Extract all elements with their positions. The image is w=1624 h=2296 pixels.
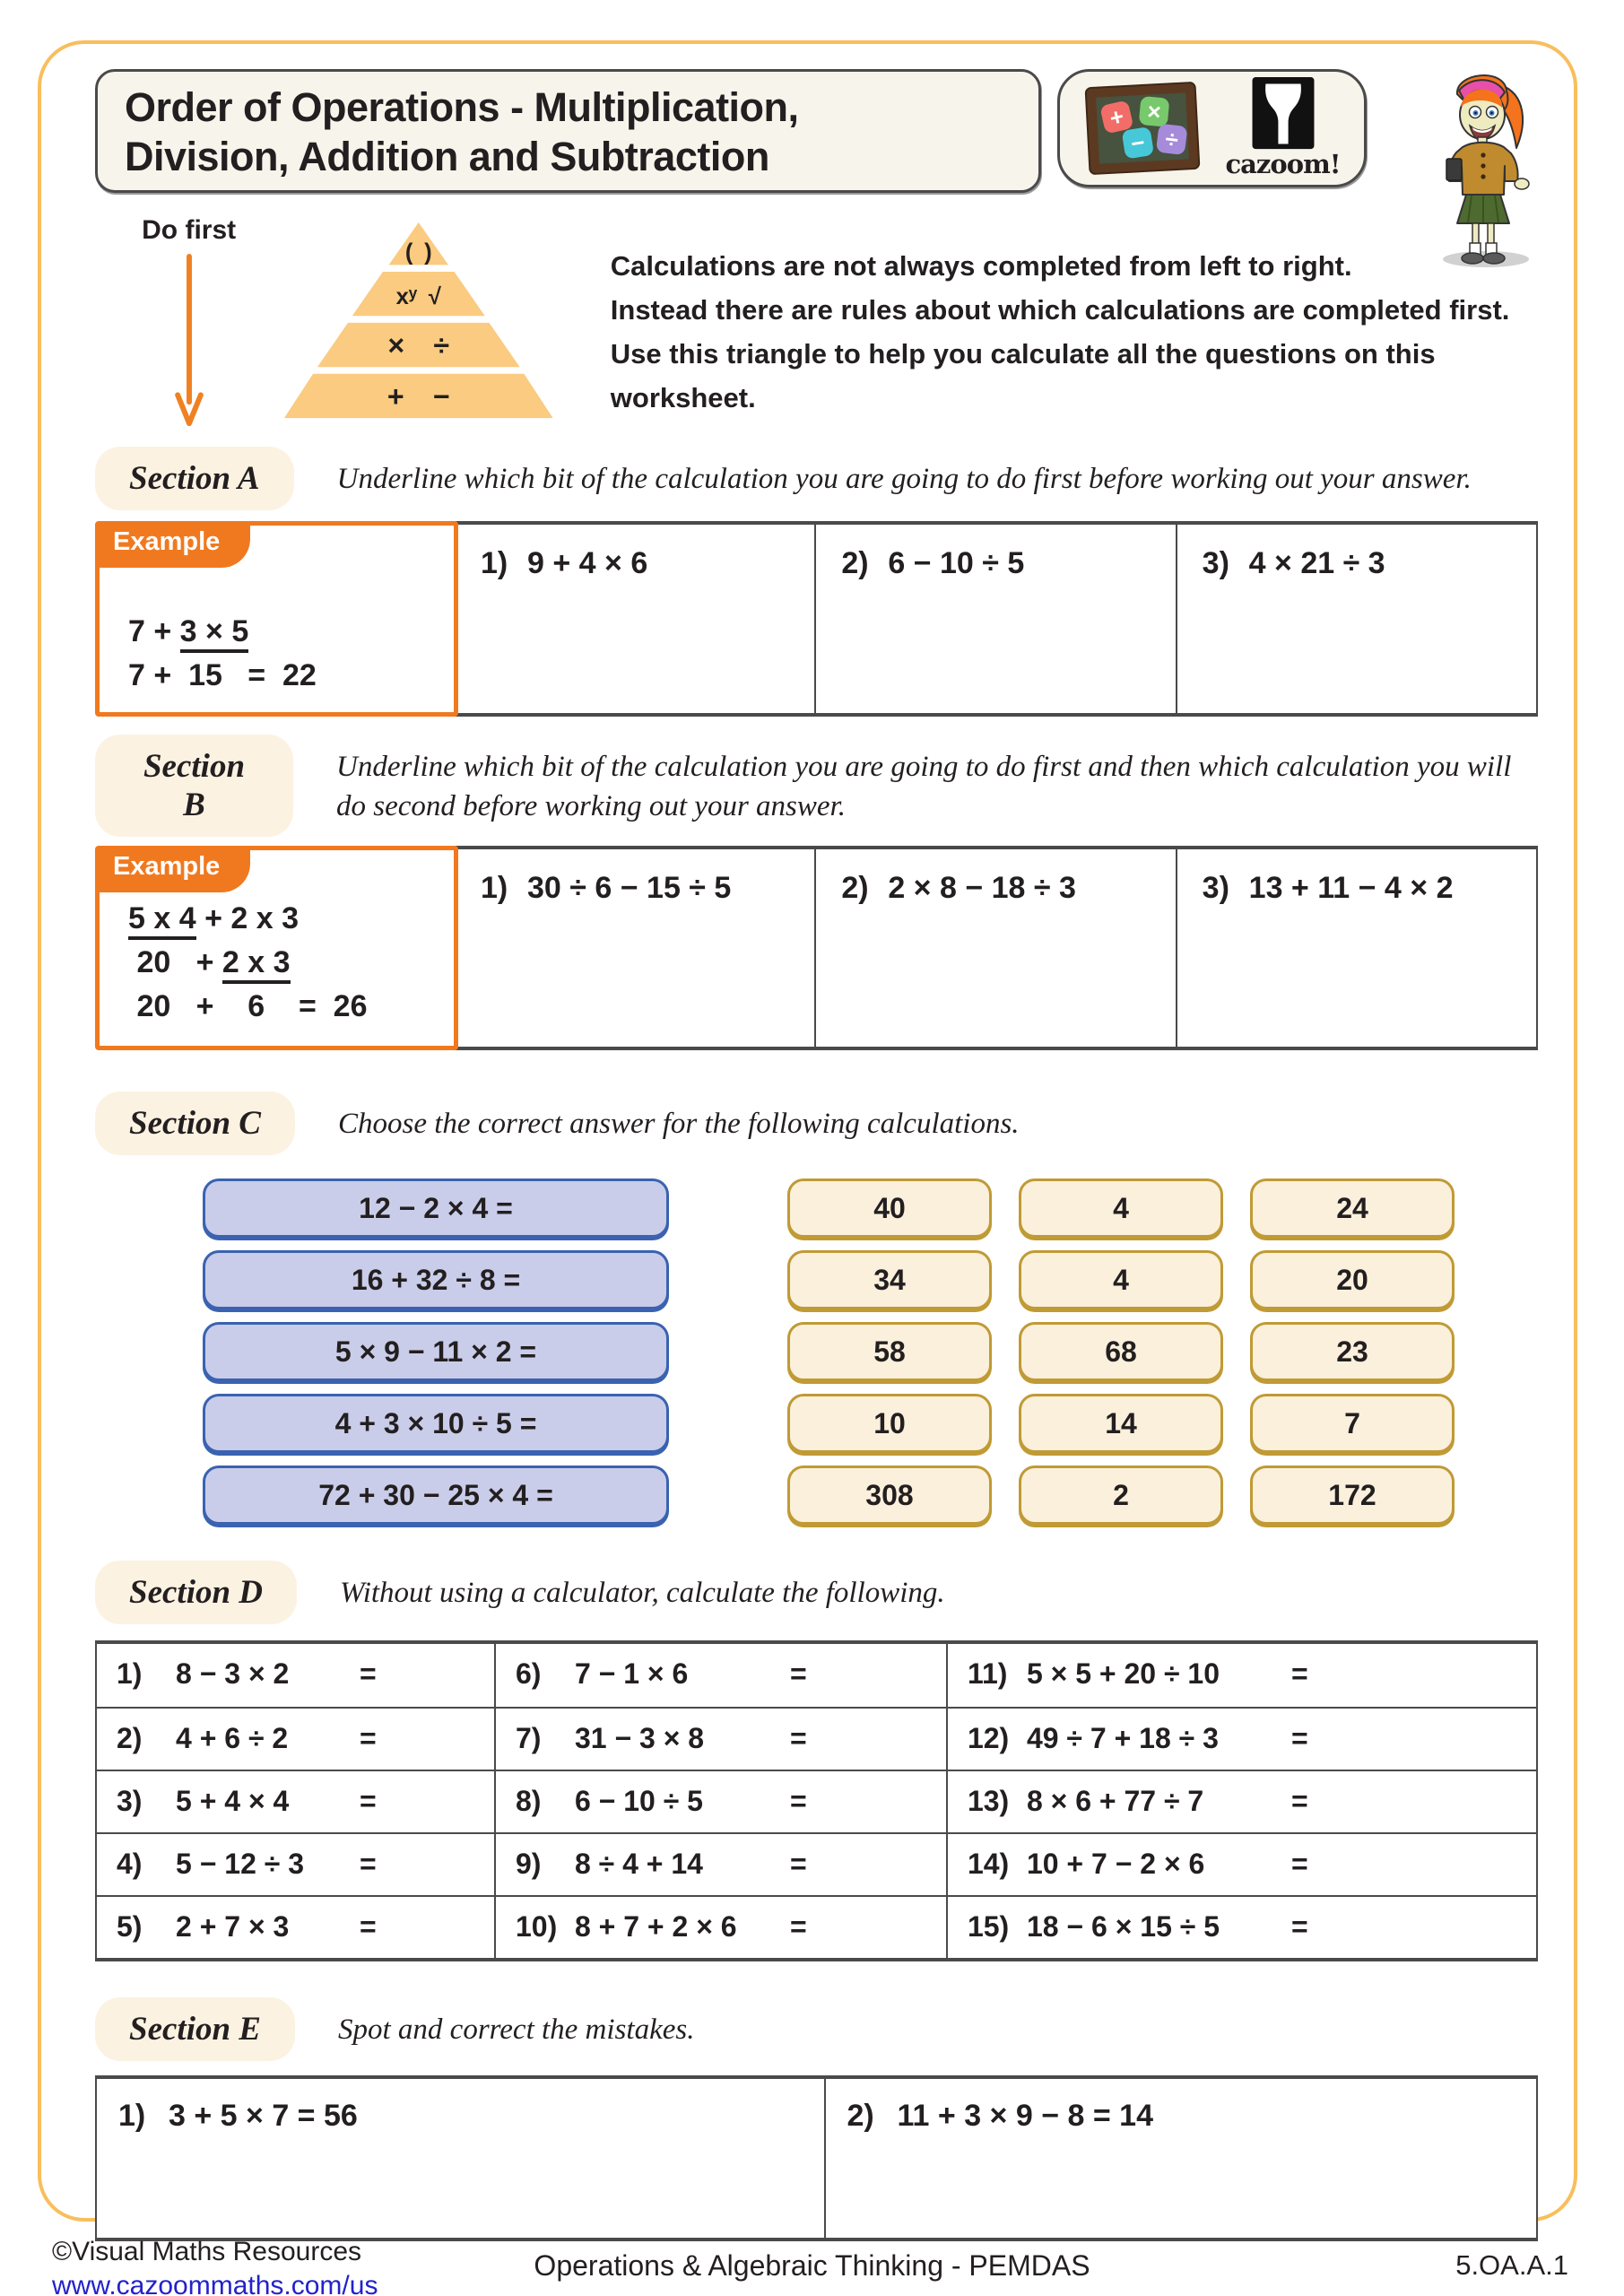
standard-code: 5.OA.A.1	[1455, 2249, 1568, 2281]
schoolgirl-illustration	[1416, 58, 1550, 269]
answer-option[interactable]: 58	[787, 1322, 992, 1381]
section-e-header	[95, 1997, 1538, 2061]
section-e-instruction: Spot and correct the mistakes.	[338, 2013, 695, 2046]
section-e-table	[95, 2075, 1538, 2241]
section-b-questions-table	[454, 846, 1538, 1050]
section-b-header	[95, 735, 1538, 837]
section-d-header	[95, 1561, 1538, 1624]
pyramid-level-powers-roots: xʸ √	[395, 284, 442, 310]
order-of-operations-key	[117, 215, 1538, 430]
answer-option[interactable]: 23	[1250, 1322, 1455, 1381]
answer-option[interactable]: 2	[1019, 1465, 1223, 1525]
answer-option[interactable]: 4	[1019, 1178, 1223, 1238]
section-b-body	[95, 846, 1538, 1050]
cazoom-logo-text: cazoom!	[1225, 149, 1341, 179]
cazoommaths-link[interactable]: www.cazoommaths.com/us	[52, 2271, 378, 2296]
section-a-body	[95, 521, 1538, 717]
calc-cell: 13) 8 × 6 + 77 ÷ 7 =	[946, 1771, 1536, 1832]
multiple-choice-row	[203, 1465, 1538, 1525]
section-a-instruction: Underline which bit of the calculation you are going to do first before working out your answer.	[336, 463, 1472, 495]
question-pill-c4: 4 + 3 × 10 ÷ 5 =	[203, 1394, 669, 1453]
calc-cell: 9) 8 ÷ 4 + 14 =	[494, 1834, 946, 1895]
answer-option[interactable]: 7	[1250, 1394, 1455, 1453]
section-e-label: Section E	[95, 1997, 295, 2061]
example-tab: Example	[95, 521, 250, 568]
table-row	[97, 1770, 1536, 1832]
calc-cell: 6) 7 − 1 × 6 =	[494, 1644, 946, 1707]
table-row	[97, 1707, 1536, 1770]
down-arrow-icon	[173, 253, 205, 430]
footer	[52, 2235, 1572, 2296]
example-line-2: 20 + 2 x 3	[128, 941, 454, 985]
pyramid-level-multiply-divide: × ÷	[387, 328, 450, 361]
section-d-table	[95, 1640, 1538, 1961]
question-cell-b2: 2) 2 × 8 − 18 ÷ 3	[814, 849, 1175, 1047]
cazoom-logo	[1225, 77, 1340, 179]
question-cell-b1: 1) 30 ÷ 6 − 15 ÷ 5	[481, 871, 732, 905]
answer-option[interactable]: 68	[1019, 1322, 1223, 1381]
question-cell-a1: 1) 9 + 4 × 6	[481, 546, 648, 580]
do-first-column	[117, 215, 261, 430]
multiple-choice-row	[203, 1178, 1538, 1238]
intro-line-3: Use this triangle to help you calculate all the questions on this worksheet.	[610, 338, 1436, 413]
header	[95, 69, 1538, 193]
multiple-choice-row	[203, 1250, 1538, 1309]
plus-tile-icon: +	[1107, 102, 1127, 132]
calc-cell: 8) 6 − 10 ÷ 5 =	[494, 1771, 946, 1832]
calc-cell: 1) 8 − 3 × 2 =	[117, 1657, 377, 1690]
multiple-choice-row	[203, 1322, 1538, 1381]
question-pill-c5: 72 + 30 − 25 × 4 =	[203, 1465, 669, 1525]
math-operations-chalkboard-icon	[1083, 76, 1202, 180]
calc-cell: 2) 4 + 6 ÷ 2 =	[117, 1722, 377, 1754]
answer-option[interactable]: 34	[787, 1250, 992, 1309]
pyramid-level-add-subtract: + −	[387, 379, 450, 413]
page-title-line1: Order of Operations - Multiplication,	[125, 84, 799, 130]
table-row	[97, 1644, 1536, 1707]
question-cell-a2: 2) 6 − 10 ÷ 5	[814, 525, 1175, 713]
section-a-questions-table	[454, 521, 1538, 717]
footer-copyright-block	[52, 2235, 378, 2296]
calc-cell: 7) 31 − 3 × 8 =	[494, 1709, 946, 1770]
calc-cell: 3) 5 + 4 × 4 =	[117, 1785, 377, 1817]
calc-cell: 4) 5 − 12 ÷ 3 =	[117, 1848, 377, 1880]
answer-option[interactable]: 308	[787, 1465, 992, 1525]
answer-option[interactable]: 10	[787, 1394, 992, 1453]
calc-cell: 12) 49 ÷ 7 + 18 ÷ 3 =	[946, 1709, 1536, 1770]
section-c-header	[95, 1091, 1538, 1155]
title-box	[95, 69, 1041, 193]
pyramid-level-brackets: ( )	[405, 239, 432, 265]
mistake-cell-1: 1) 3 + 5 × 7 = 56	[118, 2099, 358, 2133]
section-d-instruction: Without using a calculator, calculate the following.	[340, 1577, 945, 1609]
example-line-2: 7 + 15 = 22	[128, 658, 317, 692]
question-cell-b3: 3) 13 + 11 − 4 × 2	[1176, 849, 1536, 1047]
minus-tile-icon: −	[1129, 128, 1148, 158]
answer-option[interactable]: 4	[1019, 1250, 1223, 1309]
intro-line-2: Instead there are rules about which calculations are completed first.	[610, 294, 1510, 326]
section-a-label: Section A	[95, 447, 294, 510]
calc-cell: 14) 10 + 7 − 2 × 6 =	[946, 1834, 1536, 1895]
page-title-line2: Division, Addition and Subtraction	[125, 134, 769, 179]
example-line-3: 20 + 6 = 26	[128, 989, 368, 1023]
section-c-label: Section C	[95, 1091, 295, 1155]
table-row	[97, 1895, 1536, 1958]
section-d-label: Section D	[95, 1561, 297, 1624]
example-line-1: 5 x 4 + 2 x 3	[128, 897, 454, 941]
footer-topic-text: Operations & Algebraic Thinking - PEMDAS	[534, 2249, 1090, 2282]
answer-option[interactable]: 172	[1250, 1465, 1455, 1525]
example-line-1: 7 + 3 × 5	[128, 610, 454, 654]
order-pyramid	[282, 215, 555, 427]
section-c-instruction: Choose the correct answer for the following calculations.	[338, 1108, 1020, 1140]
question-pill-c2: 16 + 32 ÷ 8 =	[203, 1250, 669, 1309]
multiple-choice-row	[203, 1394, 1538, 1453]
cazoom-drum-icon	[1250, 77, 1316, 151]
question-cell-a3: 3) 4 × 21 ÷ 3	[1176, 525, 1536, 713]
calc-cell: 15) 18 − 6 × 15 ÷ 5 =	[946, 1897, 1536, 1958]
question-pill-c1: 12 − 2 × 4 =	[203, 1178, 669, 1238]
example-tab: Example	[95, 846, 250, 892]
mistake-cell-2: 2) 11 + 3 × 9 − 8 = 14	[824, 2079, 1536, 2238]
calc-cell: 11) 5 × 5 + 20 ÷ 10 =	[946, 1644, 1536, 1707]
section-b-label: Section B	[95, 735, 293, 837]
multiply-tile-icon: ×	[1146, 97, 1163, 126]
calc-cell: 10) 8 + 7 + 2 × 6 =	[494, 1897, 946, 1958]
section-c-body	[95, 1178, 1538, 1525]
divide-tile-icon: ÷	[1164, 125, 1181, 154]
question-pill-c3: 5 × 9 − 11 × 2 =	[203, 1322, 669, 1381]
logo-box	[1057, 69, 1367, 187]
section-a-example-box	[95, 521, 458, 717]
intro-line-1: Calculations are not always completed from left to right.	[610, 250, 1352, 282]
answer-option[interactable]: 14	[1019, 1394, 1223, 1453]
calc-cell: 5) 2 + 7 × 3 =	[117, 1910, 377, 1943]
intro-text	[611, 244, 1538, 430]
answer-option[interactable]: 24	[1250, 1178, 1455, 1238]
table-row	[97, 1832, 1536, 1895]
answer-option[interactable]: 20	[1250, 1250, 1455, 1309]
section-b-example-box	[95, 846, 458, 1050]
copyright-text: ©Visual Maths Resources	[52, 2237, 362, 2266]
answer-option[interactable]: 40	[787, 1178, 992, 1238]
section-b-instruction: Underline which bit of the calculation you are going to do first and then which calculation you will do second before working out your answer.	[336, 751, 1512, 822]
worksheet-frame	[38, 40, 1577, 2222]
section-a-header	[95, 447, 1538, 510]
do-first-label: Do first	[142, 215, 237, 245]
